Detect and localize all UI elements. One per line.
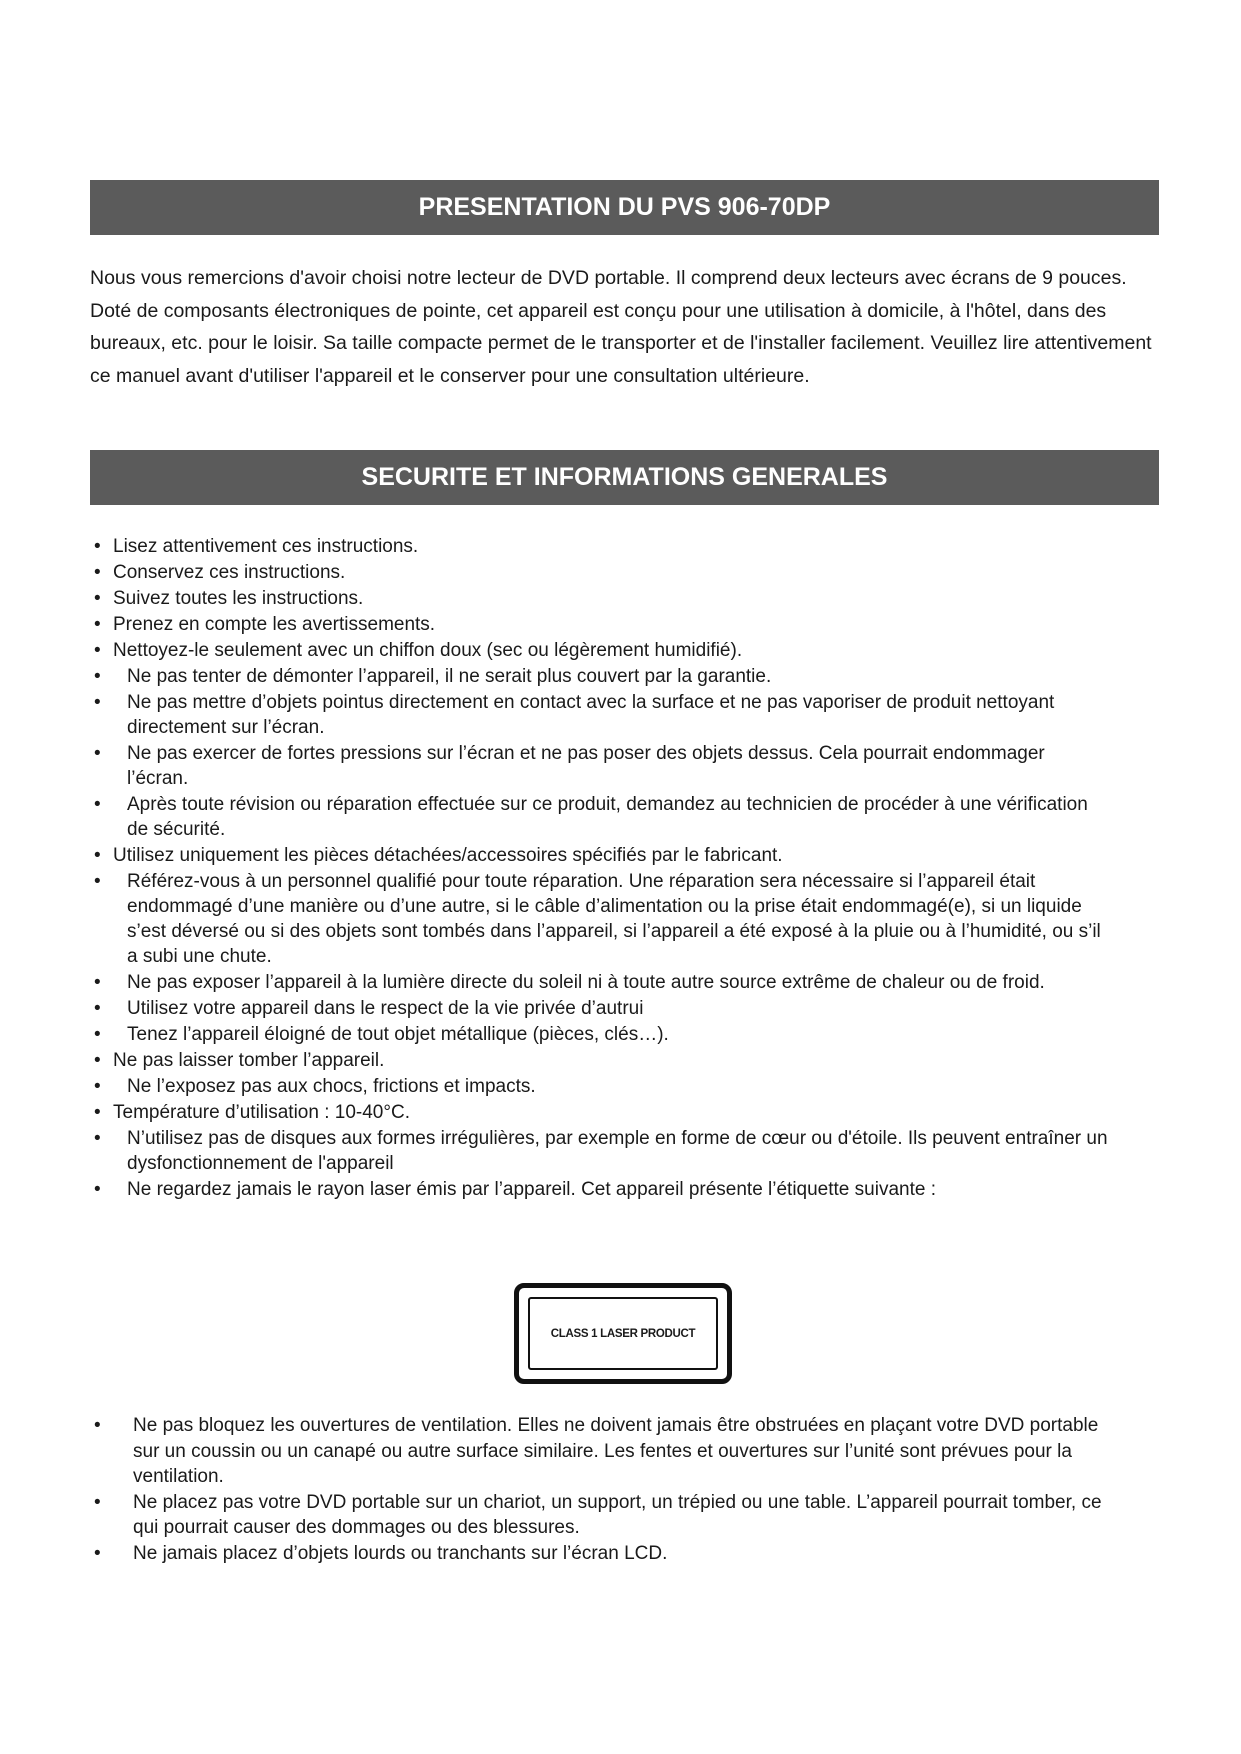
safety-item: • Ne pas exposer l’appareil à la lumière directe du soleil ni à toute autre source extrême de chaleur ou de froid. (90, 970, 1110, 995)
ventilation-list (90, 1413, 1110, 1566)
safety-item: • Ne l’exposez pas aux chocs, frictions et impacts. (90, 1074, 1110, 1099)
safety-heading: SECURITE ET INFORMATIONS GENERALES (90, 450, 1159, 505)
safety-item: • Ne placez pas votre DVD portable sur un chariot, un support, un trépied ou une table. L’appareil pourrait tomber, ce qui pourrait causer des dommages ou des blessures. (90, 1490, 1110, 1541)
safety-list (90, 534, 1110, 1203)
safety-item: • Ne pas exercer de fortes pressions sur l’écran et ne pas poser des objets dessus. Cela pourrait endommager l’écran. (90, 741, 1110, 791)
safety-item: • Conservez ces instructions. (90, 560, 1110, 585)
laser-label-text: CLASS 1 LASER PRODUCT (528, 1297, 718, 1370)
safety-item: • Lisez attentivement ces instructions. (90, 534, 1110, 559)
safety-item: • Prenez en compte les avertissements. (90, 612, 1110, 637)
presentation-heading: PRESENTATION DU PVS 906-70DP (90, 180, 1159, 235)
safety-item: • Ne pas bloquez les ouvertures de ventilation. Elles ne doivent jamais être obstruées en plaçant votre DVD portable sur un coussin ou un canapé ou autre surface similaire. Les fentes et ouvertures sur l’unité sont prévues pour la ventilation. (90, 1413, 1110, 1490)
safety-item: • Ne pas mettre d’objets pointus directement en contact avec la surface et ne pas vaporiser de produit nettoyant directement sur l’écran. (90, 690, 1110, 740)
laser-label (514, 1283, 732, 1384)
safety-item: • Utilisez uniquement les pièces détachées/accessoires spécifiés par le fabricant. (90, 843, 1110, 868)
safety-item: • Après toute révision ou réparation effectuée sur ce produit, demandez au technicien de procéder à une vérification de sécurité. (90, 792, 1110, 842)
safety-item: • Nettoyez-le seulement avec un chiffon doux (sec ou légèrement humidifié). (90, 638, 1110, 663)
safety-item: • Ne jamais placez d’objets lourds ou tranchants sur l’écran LCD. (90, 1541, 1110, 1567)
safety-item: • N’utilisez pas de disques aux formes irrégulières, par exemple en forme de cœur ou d'étoile. Ils peuvent entraîner un dysfonctionnement de l'appareil (90, 1126, 1110, 1176)
safety-item: • Tenez l’appareil éloigné de tout objet métallique (pièces, clés…). (90, 1022, 1110, 1047)
presentation-paragraph: Nous vous remercions d'avoir choisi notre lecteur de DVD portable. Il comprend deux lecteurs avec écrans de 9 pouces. Doté de composants électroniques de pointe, cet appareil est conçu pour une utilisation à domicile, à l'hôtel, dans des bureaux, etc. pour le loisir. Sa taille compacte permet de le transporter et de l'installer facilement. Veuillez lire attentivement ce manuel avant d'utiliser l'appareil et le conserver pour une consultation ultérieure. (90, 267, 1152, 387)
safety-item: • Ne regardez jamais le rayon laser émis par l’appareil. Cet appareil présente l’étiquette suivante : (90, 1177, 1110, 1202)
safety-item: • Ne pas tenter de démonter l’appareil, il ne serait plus couvert par la garantie. (90, 664, 1110, 689)
safety-item: • Suivez toutes les instructions. (90, 586, 1110, 611)
safety-item: • Référez-vous à un personnel qualifié pour toute réparation. Une réparation sera nécessaire si l’appareil était endommagé d’une manière ou d’une autre, si le câble d’alimentation ou la prise était endommagé(e), si un liquide s’est déversé ou si des objets sont tombés dans l’appareil, si l’appareil a été exposé à la pluie ou à l’humidité, ou s’il a subi une chute. (90, 869, 1110, 969)
safety-item: • Température d’utilisation : 10-40°C. (90, 1100, 1110, 1125)
safety-item: • Ne pas laisser tomber l’appareil. (90, 1048, 1110, 1073)
safety-item: • Utilisez votre appareil dans le respect de la vie privée d’autrui (90, 996, 1110, 1021)
